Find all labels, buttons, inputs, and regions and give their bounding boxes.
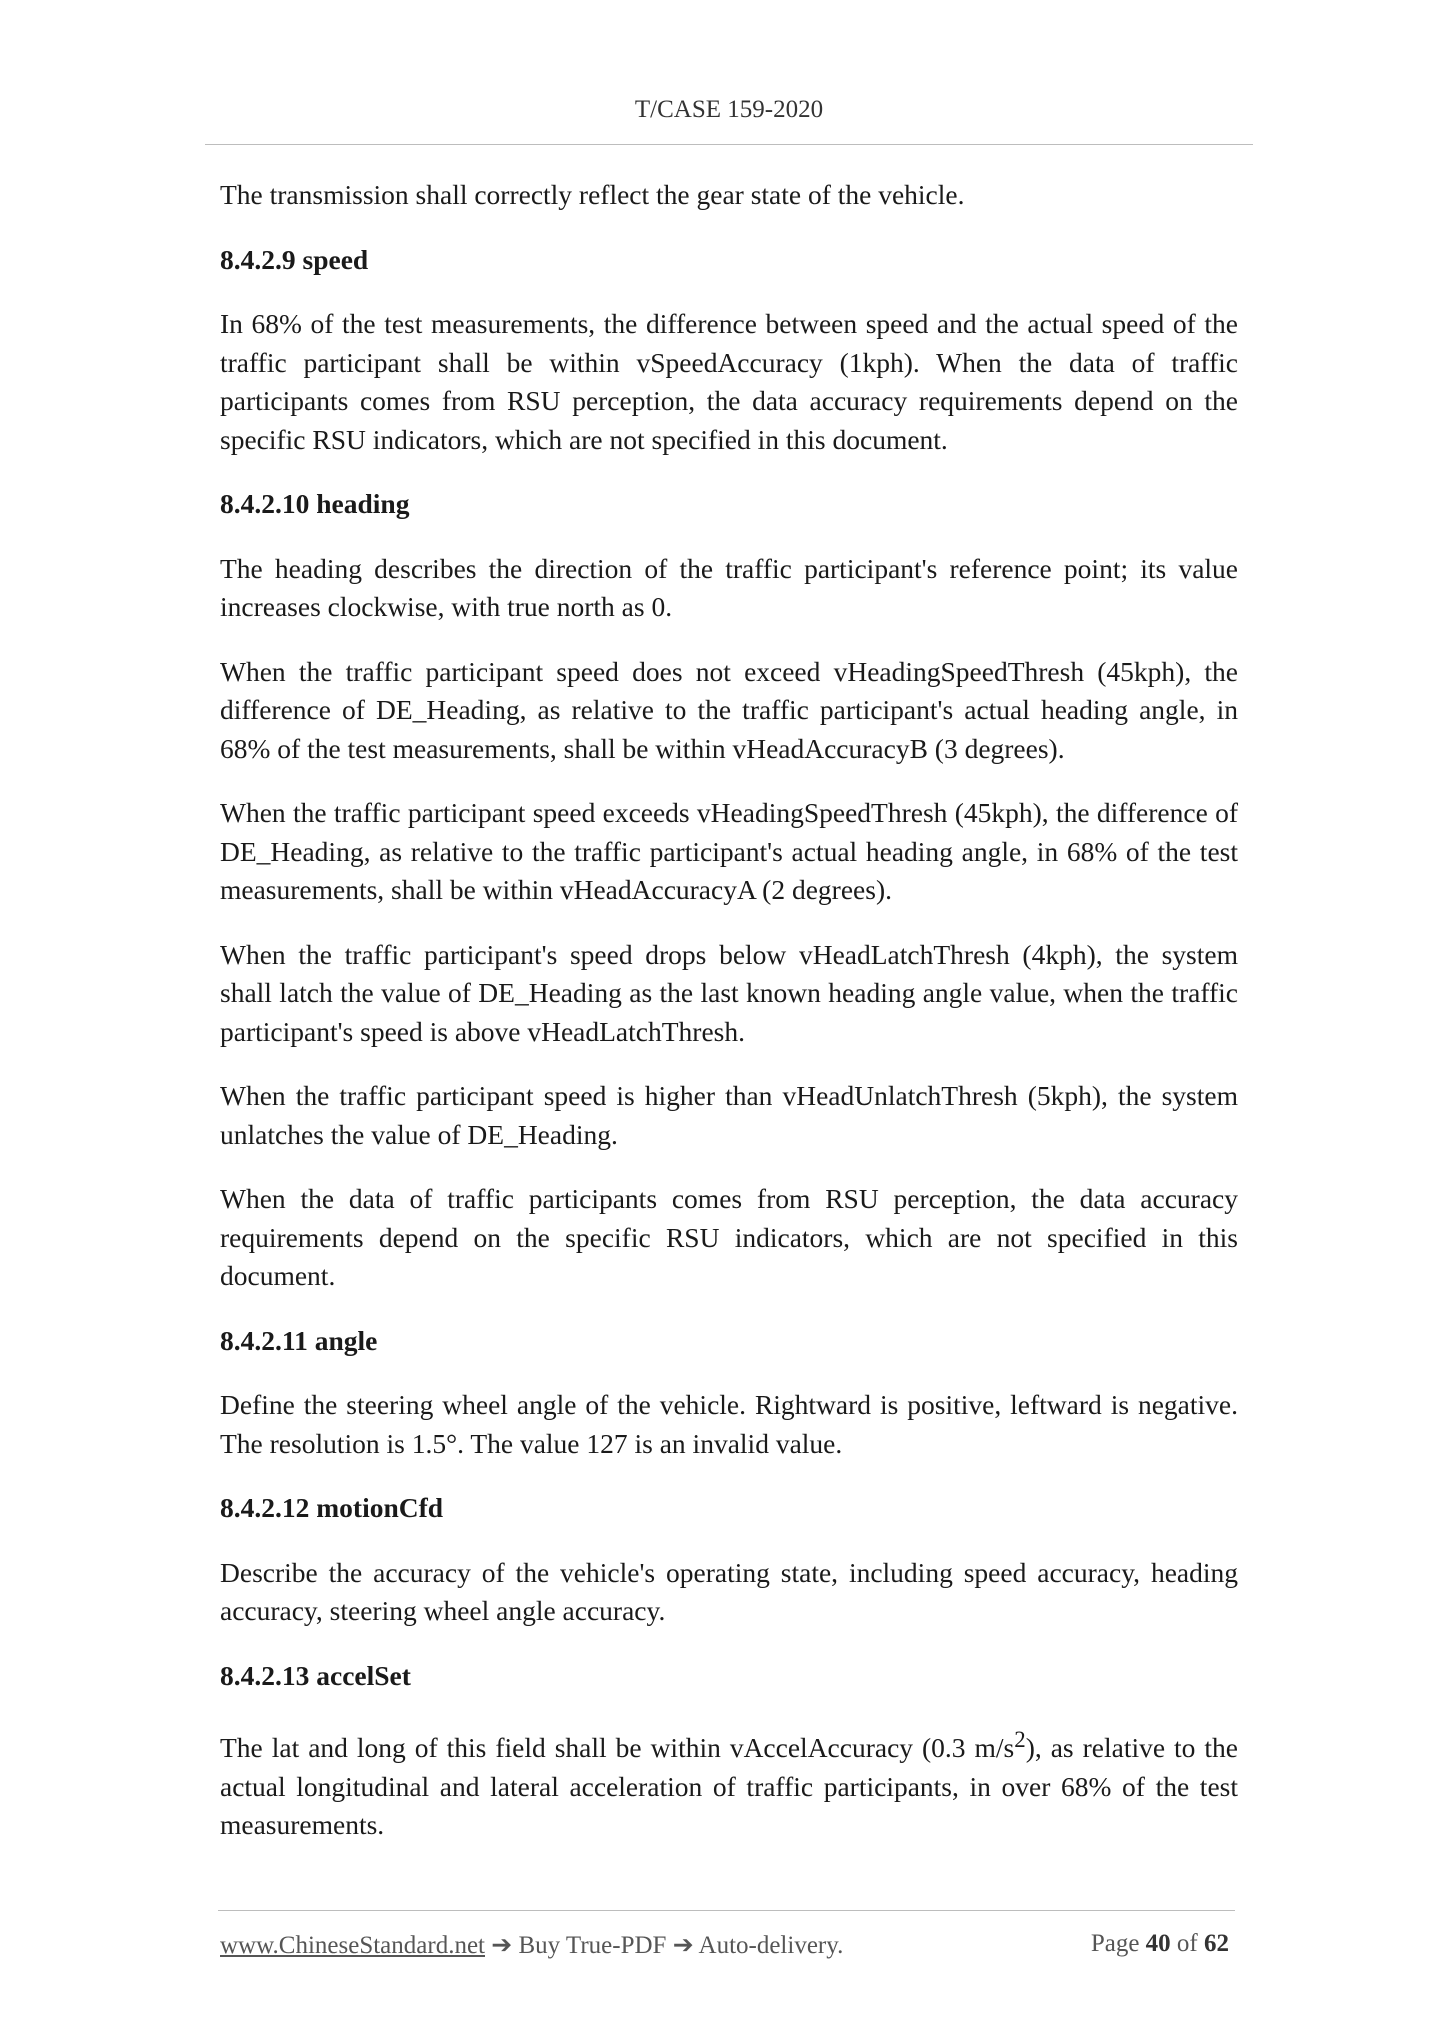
buy-true-pdf-text: Buy True-PDF [518, 1932, 667, 1959]
paragraph-speed: In 68% of the test measurements, the difference between speed and the actual speed of the traffic participant shall be within vSpeedAccuracy (1kph). When the data of traffic participants comes from RSU perception, the data accuracy requirements depend on the specific RSU indicators, which are not specified in this document. [220, 308, 1238, 455]
paragraph-heading-latch: When the traffic participant's speed drops below vHeadLatchThresh (4kph), the system shall latch the value of DE_Heading as the last known heading angle value, when the traffic participant's speed is above vHeadLatchThresh. [220, 938, 1238, 1047]
auto-delivery-text: Auto-delivery. [698, 1932, 844, 1959]
page-counter [1091, 1930, 1229, 1958]
header-divider [205, 144, 1253, 145]
footer-divider [218, 1910, 1235, 1911]
accelset-superscript: 2 [1014, 1727, 1026, 1752]
section-heading-accelset: 8.4.2.13 accelSet [220, 1659, 411, 1691]
paragraph-heading-definition: The heading describes the direction of the traffic participant's reference point; its value increases clockwise, with true north as 0. [220, 552, 1238, 622]
paragraph-heading-rsu: When the data of traffic participants comes from RSU perception, the data accuracy requirements depend on the specific RSU indicators, which are not specified in this document. [220, 1183, 1238, 1291]
footer-promo [220, 1930, 843, 1960]
site-link[interactable]: www.ChineseStandard.net [220, 1932, 485, 1959]
paragraph-heading-high-speed: When the traffic participant speed exceeds vHeadingSpeedThresh (45kph), the difference of DE_Heading, as relative to the traffic participant's actual heading angle, in 68% of the test measurements, shall be within vHeadAccuracyA (2 degrees). [220, 797, 1238, 905]
document-body [220, 176, 1238, 1871]
total-pages: 62 [1204, 1930, 1229, 1957]
paragraph-angle: Define the steering wheel angle of the vehicle. Rightward is positive, leftward is negative. The resolution is 1.5°. The value 127 is an invalid value. [220, 1389, 1238, 1459]
page-number: 40 [1145, 1930, 1171, 1957]
of-label: of [1176, 1930, 1198, 1957]
paragraph-transmission: The transmission shall correctly reflect the gear state of the vehicle. [220, 179, 965, 210]
arrow-right-icon: ➔ [672, 1932, 694, 1959]
page-label: Page [1090, 1930, 1140, 1957]
paragraph-motioncfd: Describe the accuracy of the vehicle's operating state, including speed accuracy, heading accuracy, steering wheel angle accuracy. [220, 1556, 1238, 1626]
section-heading-angle: 8.4.2.11 angle [220, 1324, 378, 1356]
accelset-text-before: The lat and long of this field shall be within vAccelAccuracy (0.3 m/s [220, 1732, 1015, 1764]
section-heading-motioncfd: 8.4.2.12 motionCfd [220, 1492, 444, 1523]
document-header: T/CASE 159-2020 [634, 96, 824, 123]
accelset-text-after: ), as relative to the actual longitudinal and lateral acceleration of traffic participants, in over 68% of the test measurements. [220, 1732, 1239, 1841]
paragraph-heading-low-speed: When the traffic participant speed does not exceed vHeadingSpeedThresh (45kph), the difference of DE_Heading, as relative to the traffic participant's actual heading angle, in 68% of the test measurements, shall be within vHeadAccuracyB (3 degrees). [220, 655, 1238, 764]
section-heading-heading: 8.4.2.10 heading [220, 488, 410, 519]
section-heading-speed: 8.4.2.9 speed [220, 243, 369, 275]
paragraph-heading-unlatch: When the traffic participant speed is higher than vHeadUnlatchThresh (5kph), the system unlatches the value of DE_Heading. [220, 1080, 1238, 1150]
arrow-right-icon: ➔ [491, 1932, 513, 1959]
paragraph-accelset [220, 1721, 1238, 1845]
